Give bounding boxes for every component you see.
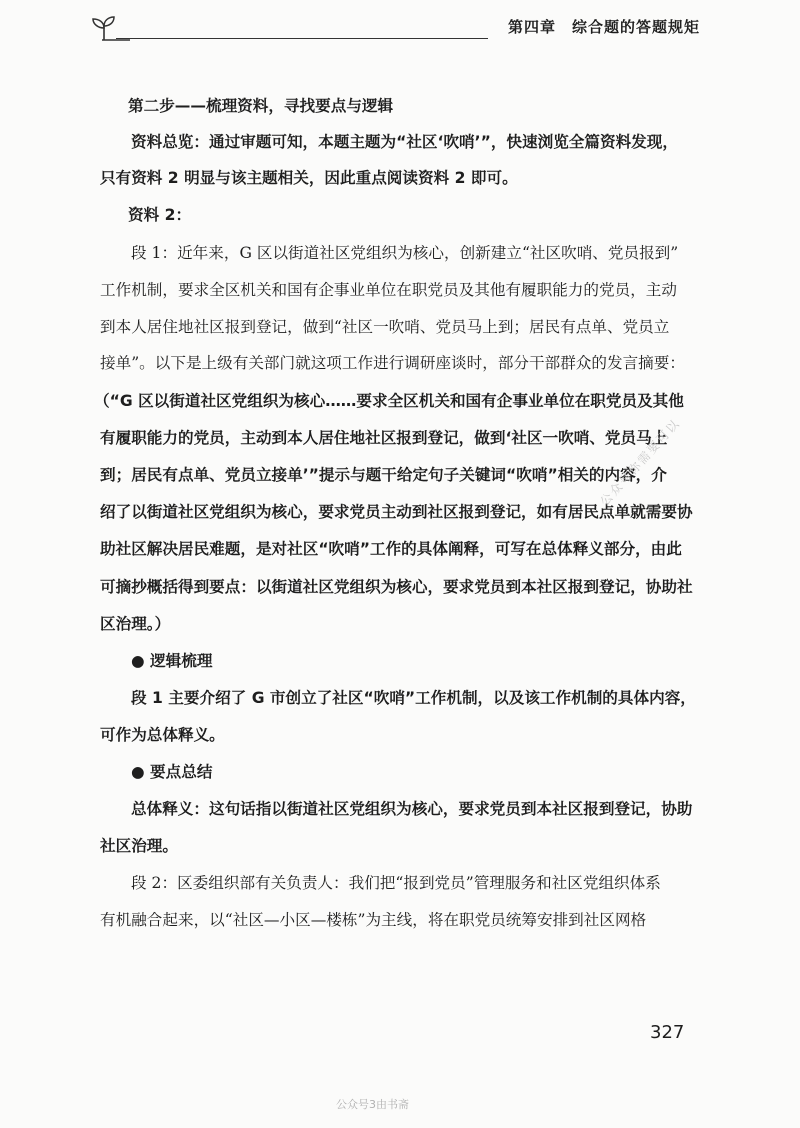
body-line: 段 1：近年来，G 区以街道社区党组织为核心，创新建立“社区吹哨、党员报到” <box>131 244 679 262</box>
section-heading: ● 逻辑梳理 <box>131 652 213 670</box>
running-header <box>90 14 700 48</box>
body-line: 资料总览：通过审题可知，本题主题为“社区‘吹哨’”，快速浏览全篇资料发现， <box>131 133 678 151</box>
body-line: （“G 区以街道社区党组织为核心……要求全区机关和国有企事业单位在职党员及其他 <box>94 392 684 410</box>
body-line: 总体释义：这句话指以街道社区党组织为核心，要求党员到本社区报到登记，协助 <box>131 800 693 818</box>
footer-watermark: 公众号3由书斋 <box>336 1098 409 1111</box>
step-heading: 第二步——梳理资料，寻找要点与逻辑 <box>128 97 394 115</box>
body-line: 只有资料 2 明显与该主题相关，因此重点阅读资料 2 即可。 <box>100 169 518 187</box>
body-line: 段 2：区委组织部有关负责人：我们把“报到党员”管理服务和社区党组织体系 <box>131 874 661 892</box>
body-line: 接单”。以下是上级有关部门就这项工作进行调研座谈时，部分干部群众的发言摘要： <box>100 354 685 372</box>
body-line: 有履职能力的党员，主动到本人居住地社区报到登记，做到‘社区一吹哨、党员马上 <box>100 429 668 447</box>
body-line: 到；居民有点单、党员立接单’”提示与题干给定句子关键词“吹哨”相关的内容，介 <box>100 466 667 484</box>
body-line: 绍了以街道社区党组织为核心，要求党员主动到社区报到登记，如有居民点单就需要协 <box>100 503 693 521</box>
section-heading: ● 要点总结 <box>131 763 213 781</box>
body-line: 区治理。） <box>100 615 171 633</box>
body-line: 到本人居住地社区报到登记，做到“社区一吹哨、党员马上到；居民有点单、党员立 <box>100 318 670 336</box>
body-line: 段 1 主要介绍了 G 市创立了社区“吹哨”工作机制，以及该工作机制的具体内容， <box>131 689 696 707</box>
chapter-title: 第四章 综合题的答题规矩 <box>507 18 700 36</box>
body-line: 社区治理。 <box>100 837 178 855</box>
body-line: 工作机制，要求全区机关和国有企事业单位在职党员及其他有履职能力的党员，主动 <box>100 281 677 299</box>
body-line: 可作为总体释义。 <box>100 726 225 744</box>
body-line: 可摘抄概括得到要点：以街道社区党组织为核心，要求党员到本社区报到登记，协助社 <box>100 578 693 596</box>
body-line: 助社区解决居民难题，是对社区“吹哨”工作的具体阐释，可写在总体释义部分，由此 <box>100 540 682 558</box>
watermark: 公众号你需要可以 <box>597 416 683 509</box>
body-line: 有机融合起来，以“社区—小区—楼栋”为主线，将在职党员统筹安排到社区网格 <box>100 911 647 929</box>
material-label: 资料 2： <box>128 206 192 224</box>
page-number: 327 <box>650 1022 685 1043</box>
header-rule <box>116 38 488 39</box>
